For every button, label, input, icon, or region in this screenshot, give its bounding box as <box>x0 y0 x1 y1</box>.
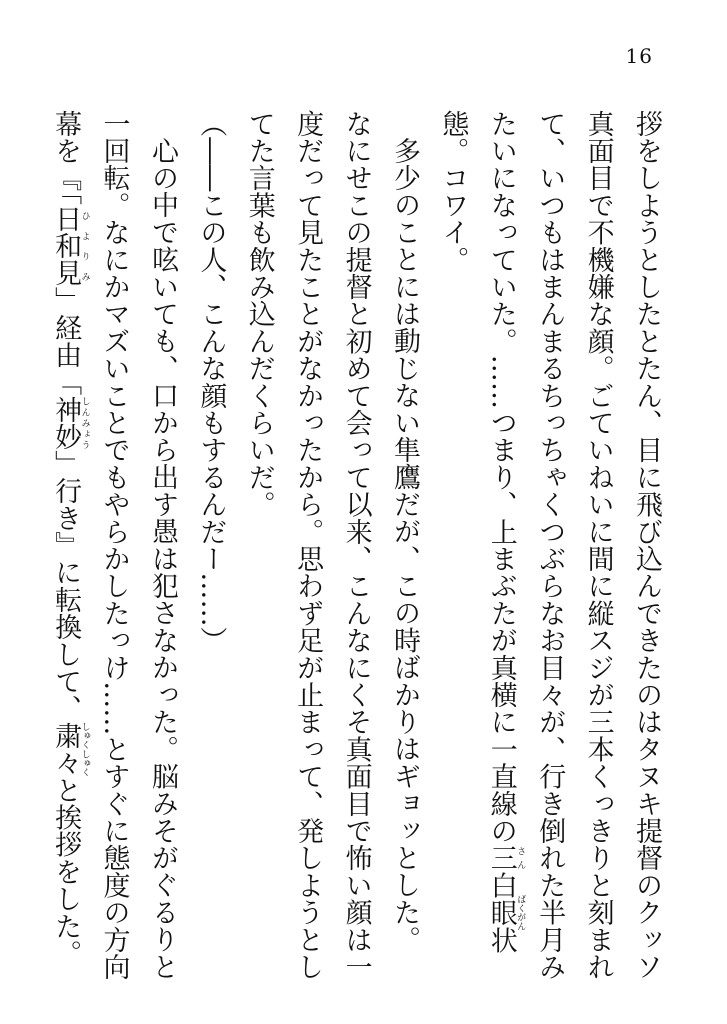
ruby-shinmyou <box>50 395 90 451</box>
paragraph-opening-text: 拶をしようとしたとたん、目に飛び込んできたのはタヌキ提督のクッソ真面目で不機嫌な顔。ごていねいに間に縦スジが三本くっきりと刻まれて、いつもはまんまるちっちゃくつぶらなお目々が、行き倒れた半月みたいになっていた。……つまり、上まぶたが真横に一直線の <box>485 110 662 981</box>
text-segment: 状態。コワイ。 <box>437 110 517 954</box>
text-segment: 心の中で呟いても、口から出す愚は犯さなかった。脳みそがぐるりと一回転。なにかマズいことでもやらかしたっけ……とすぐに態度の方向幕を『「 <box>50 110 178 981</box>
ruby-base: 三 <box>485 844 517 872</box>
text-segment: 」行き』に転換して、 <box>50 450 82 723</box>
text-segment: と挨拶をした。 <box>50 776 82 967</box>
page-number: 16 <box>625 44 653 68</box>
ruby-base: 日和見 <box>50 205 82 287</box>
ruby-reading: ばくがん <box>515 894 526 931</box>
ruby-base: 神妙 <box>50 395 82 451</box>
ruby-gan <box>485 894 526 931</box>
ruby-hiyorimi <box>50 205 90 287</box>
paragraph: 多少のことには動じない隼鷹だが、この時ばかりはギョッとした。 <box>388 137 420 953</box>
paragraph-inner-thought: （――この人、こんな顔もするんだー……） <box>195 110 227 654</box>
ruby-base: 粛々 <box>50 722 82 777</box>
ruby-reading: しんみょう <box>79 395 90 451</box>
text-segment: 」経由「 <box>50 286 82 396</box>
ruby-base: 眼 <box>485 894 517 931</box>
paragraph-opening <box>428 110 670 990</box>
paragraph: なにせこの提督と初めて会って以来、こんなにくそ真面目で怖い顔は一度だって見たことがなかったから。思わず足が止まって、発しようとしてた言葉も飲み込んだくらいだ。 <box>243 110 372 981</box>
ruby-shukushuku <box>50 722 90 777</box>
ruby-reading: ひよりみ <box>79 205 90 287</box>
novel-text <box>50 110 670 990</box>
ruby-reading: さん <box>515 844 526 872</box>
ruby-san <box>485 844 526 872</box>
text-segment: 白 <box>485 871 517 899</box>
ruby-reading: しゅくしゅく <box>79 722 90 777</box>
paragraph-closing <box>41 110 186 990</box>
